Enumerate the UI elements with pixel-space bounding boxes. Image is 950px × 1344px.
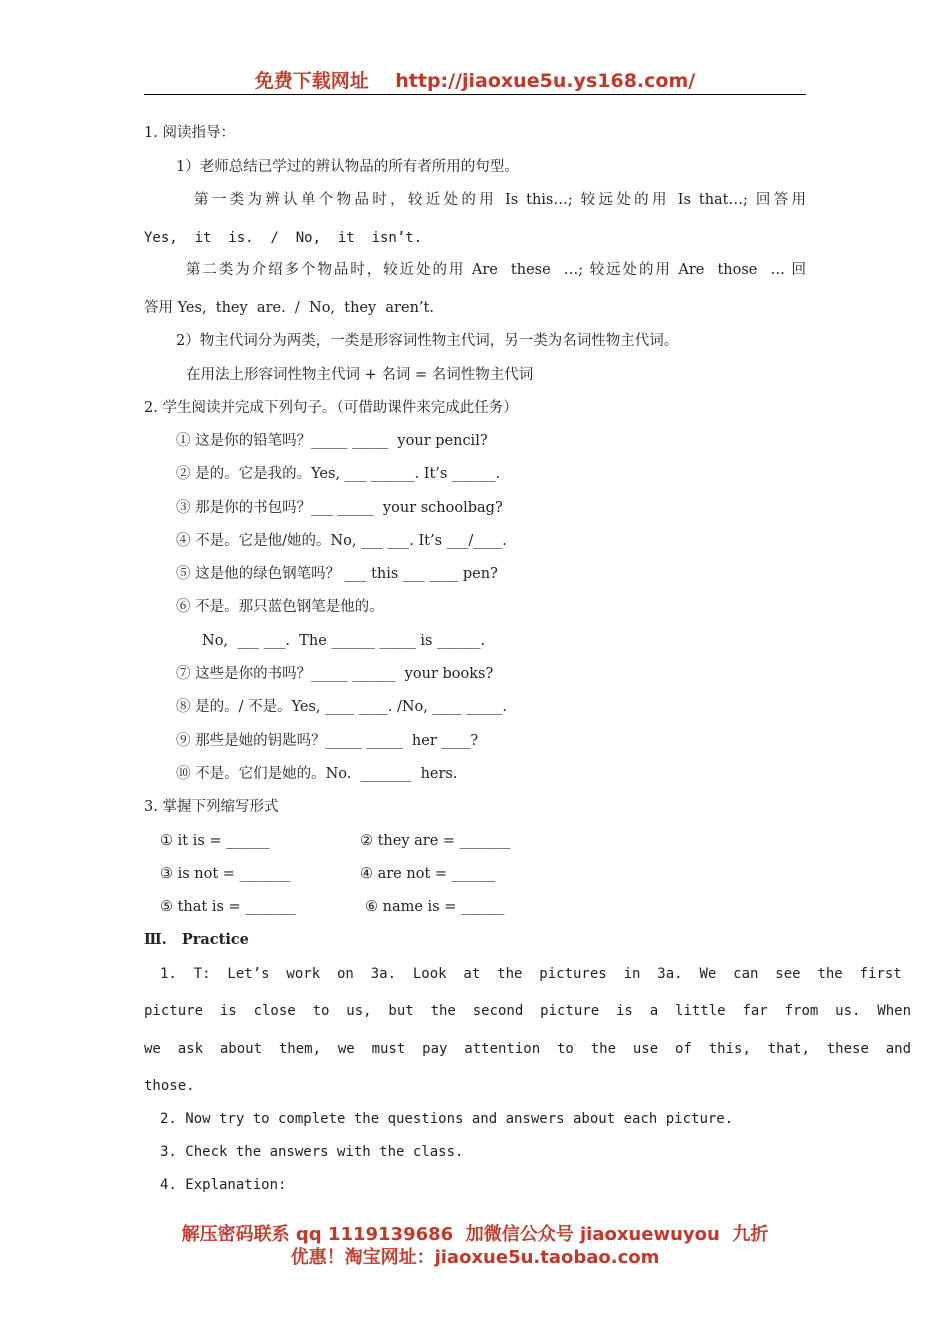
contraction-item: ② they are = _______ bbox=[360, 833, 511, 849]
contraction-item: ③ is not = _______ bbox=[160, 866, 291, 882]
s1-paragraph-2b: Yes, it is. / No, it isn’t. bbox=[144, 230, 423, 246]
header-banner: 免费下载网址 http://jiaoxue5u.ys168.com/ bbox=[254, 70, 696, 92]
section-3-title: 3. 掌握下列缩写形式 bbox=[144, 799, 279, 815]
footer-line-2: 优惠！淘宝网址：jiaoxue5u.taobao.com bbox=[290, 1247, 660, 1268]
contraction-item: ④ are not = ______ bbox=[360, 866, 496, 882]
footer-line-1: 解压密码联系 qq 1119139686 加微信公众号 jiaoxuewuyou 九折 bbox=[181, 1224, 769, 1245]
exercise-item: No, ___ ___. The ______ _____ is ______. bbox=[202, 633, 486, 649]
practice-heading: Ⅲ. Practice bbox=[144, 931, 249, 948]
practice-paragraph-1d: those. bbox=[144, 1078, 195, 1094]
section-1-title: 1. 阅读指导： bbox=[144, 125, 235, 141]
exercise-item: ① 这是你的铅笔吗？_____ _____ your pencil? bbox=[176, 433, 488, 449]
practice-paragraph-4: 4. Explanation: bbox=[160, 1177, 287, 1193]
exercise-item: ⑤ 这是他的绿色钢笔吗？ ___ this ___ ____ pen? bbox=[176, 566, 498, 582]
s1-paragraph-2a: 第一类为辨认单个物品时，较近处的用 Is this…; 较远处的用 Is that…; 回答用 bbox=[194, 192, 806, 208]
exercise-item: ⑩ 不是。它们是她的。No. _______ hers. bbox=[176, 766, 458, 782]
s1-paragraph-4: 2）物主代词分为两类，一类是形容词性物主代词，另一类为名词性物主代词。 bbox=[176, 333, 679, 349]
exercise-item: ⑧ 是的。/ 不是。Yes, ____ ____. /No, ____ _____. bbox=[176, 699, 507, 715]
practice-paragraph-1b: picture is close to us, but the second picture is a little far from us. When bbox=[144, 1003, 912, 1019]
exercise-item: ⑥ 不是。那只蓝色钢笔是他的。 bbox=[176, 599, 384, 615]
exercise-item: ④ 不是。它是他/她的。No, ___ ___. It’s ___/____. bbox=[176, 533, 507, 549]
practice-paragraph-1c: we ask about them, we must pay attention to the use of this, that, these and bbox=[144, 1041, 912, 1057]
practice-paragraph-3: 3. Check the answers with the class. bbox=[160, 1144, 464, 1160]
s1-paragraph-1: 1）老师总结已学过的辨认物品的所有者所用的句型。 bbox=[176, 159, 519, 175]
section-2-title: 2. 学生阅读并完成下列句子。（可借助课件来完成此任务） bbox=[144, 400, 518, 416]
s1-paragraph-3b: 答用 Yes, they are. / No, they aren’t. bbox=[144, 300, 434, 316]
practice-paragraph-2: 2. Now try to complete the questions and answers about each picture. bbox=[160, 1111, 734, 1127]
s1-paragraph-5: 在用法上形容词性物主代词 + 名词 = 名词性物主代词 bbox=[186, 367, 534, 383]
contraction-item: ⑥ name is = ______ bbox=[365, 899, 505, 915]
contraction-item: ① it is = ______ bbox=[160, 833, 270, 849]
exercise-item: ③ 那是你的书包吗？___ _____ your schoolbag? bbox=[176, 500, 503, 516]
contraction-item: ⑤ that is = _______ bbox=[160, 899, 297, 915]
practice-paragraph-1a: 1. T: Let’s work on 3a. Look at the pictures in 3a. We can see the first bbox=[160, 966, 902, 982]
exercise-item: ⑦ 这些是你的书吗？_____ ______ your books? bbox=[176, 666, 494, 682]
header-rule bbox=[144, 94, 806, 95]
s1-paragraph-3a: 第二类为介绍多个物品时，较近处的用 Are these …; 较远处的用 Are those … 回 bbox=[186, 262, 806, 278]
exercise-item: ② 是的。它是我的。Yes, ___ ______. It’s ______. bbox=[176, 466, 501, 482]
exercise-item: ⑨ 那些是她的钥匙吗？_____ _____ her ____? bbox=[176, 733, 479, 749]
